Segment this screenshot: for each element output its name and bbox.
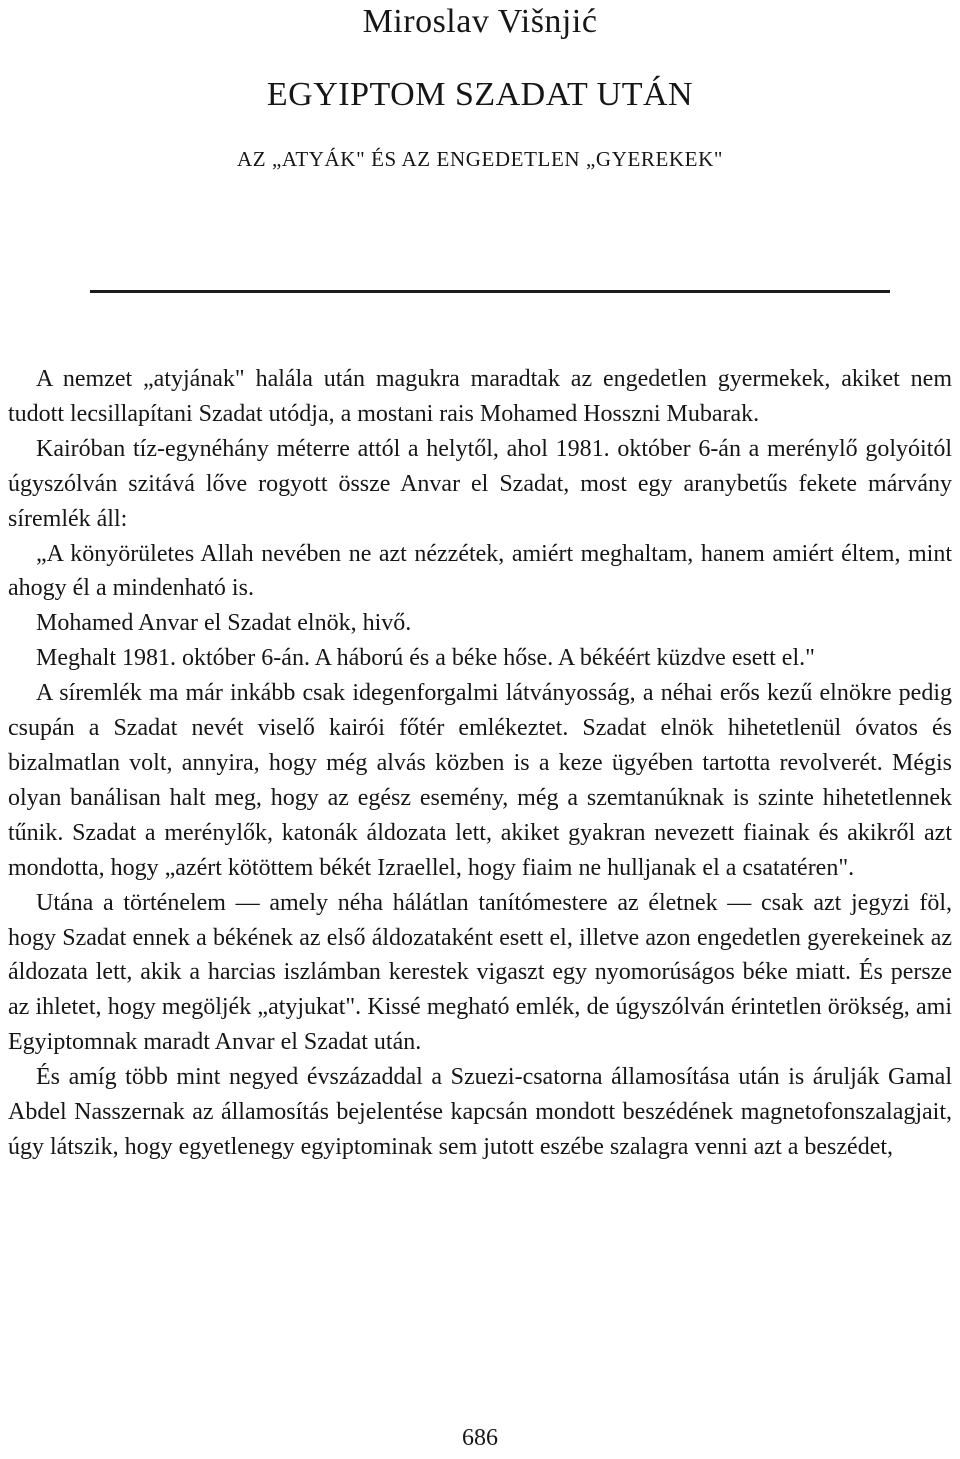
paragraph: Kairóban tíz-egynéhány méterre attól a helytől, ahol 1981. október 6-án a merénylő golyóitól úgyszólván szitává lőve rogyott össze Anvar el Szadat, most egy aranybetűs fekete márvány síremlék áll: [8, 435, 952, 532]
epitaph-line: Meghalt 1981. október 6-án. A háború és a béke hőse. A békéért küzdve esett el." [36, 645, 815, 672]
paragraph: És amíg több mint negyed évszázaddal a Szuezi-csatorna államosítása után is árulják Gamal Abdel Nasszernak az államosítás bejelentése kapcsán mondott beszédének magnetofonszalagjait, úgy látszik, hogy egyetlenegy egyiptominak sem jutott eszébe szalagra venni azt a beszédet, [8, 1064, 952, 1160]
author-name: Miroslav Višnjić [362, 3, 598, 40]
article-title: EGYIPTOM SZADAT UTÁN [266, 76, 694, 113]
paragraph: A nemzet „atyjának" halála után magukra maradtak az engedetlen gyermekek, akiket nem tudott lecsillapítani Szadat utódja, a mostani rais Mohamed Hosszni Mubarak. [8, 366, 952, 427]
paragraph: A síremlék ma már inkább csak idegenforgalmi látványosság, a néhai erős kezű elnökre pedig csupán a Szadat nevét viselő kairói főtér emlékeztet. Szadat elnök hihetetlenül óvatos és bizalmatlan volt, annyira, hogy még alvás közben is a keze ügyében tartotta revolverét. Mégis olyan banálisan halt meg, hogy az egész esemény, még a szemtanúknak is szinte hihetetlennek tűnik. Szadat a merénylők, katonák áldozata lett, akiket gyakran nevezett fiainak és akikről azt mondotta, hogy „azért kötöttem békét Izraellel, hogy fiaim ne hulljanak el a csatatéren". [8, 680, 952, 881]
article-subtitle: AZ „ATYÁK" ÉS AZ ENGEDETLEN „GYEREKEK" [236, 147, 724, 171]
epitaph-line: Mohamed Anvar el Szadat elnök, hivő. [36, 610, 412, 637]
page-number: 686 [462, 1425, 498, 1451]
article-body [8, 362, 952, 1165]
epitaph-quote: „A könyörületes Allah nevében ne azt nézzétek, amiért meghaltam, hanem amiért éltem, mint ahogy él a mindenható is. [8, 540, 952, 602]
separator-rule [90, 290, 890, 293]
paragraph: Utána a történelem — amely néha hálátlan tanítómestere az életnek — csak azt jegyzi föl, hogy Szadat ennek a békének az első áldozataként esett el, illetve azon engedetlen gyerekeinek az áldozata lett, akik a harcias iszlámban kerestek vigaszt egy nyomorúságos béke miatt. És persze az ihletet, hogy megöljék „atyjukat". Kissé megható emlék, de úgyszólván érintetlen örökség, ami Egyiptomnak maradt Anvar el Szadat után. [8, 889, 952, 1056]
